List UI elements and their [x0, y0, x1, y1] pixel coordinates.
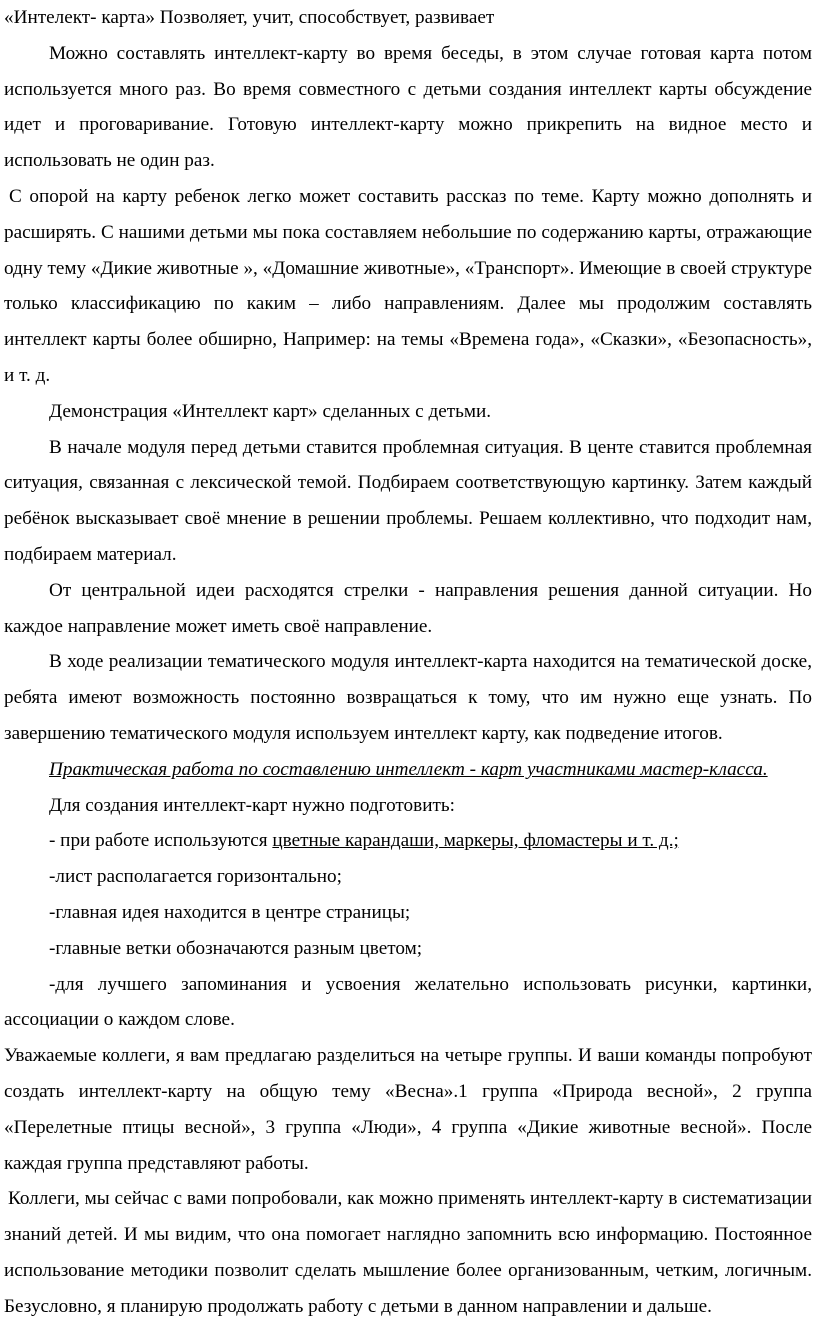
list-item-pictures: -для лучшего запоминания и усвоения желательно использовать рисунки, картинки, ассоциации о каждом слове.: [4, 973, 812, 1031]
paragraph-demonstration: Демонстрация «Интеллект карт» сделанных с детьми.: [49, 400, 492, 422]
paragraph-story: С опорой на карту ребенок легко может составить рассказ по теме. Карту можно дополнять и расширять. С нашими детьми мы пока составляем небольшие по содержанию карты, отражающие одну тему «Дикие животные », «Домашние животные», «Транспорт». Имеющие в своей структуре только классификацию по каким – либо направлениям. Далее мы продолжим составлять интеллект карты более обширно, Например: на темы «Времена года», «Сказки», «Безопасность», и т. д.: [4, 185, 812, 386]
document-page: [4, 0, 812, 1324]
practical-work-title: [4, 752, 812, 788]
paragraph-arrows: От центральной идеи расходятся стрелки - направления решения данной ситуации. Но каждое направление может иметь своё направление.: [4, 579, 812, 637]
list-item-main-idea: -главная идея находится в центре страницы;: [49, 901, 411, 923]
list-item-materials: [4, 823, 812, 859]
list-item-branches: -главные ветки обозначаются разным цветом;: [49, 937, 423, 959]
list-item-materials-prefix: - при работе используются: [49, 830, 273, 852]
paragraph-preparation: Для создания интеллект-карт нужно подготовить:: [49, 794, 455, 816]
paragraph-problem-situation: В начале модуля перед детьми ставится проблемная ситуация. В центе ставится проблемная ситуация, связанная с лексической темой. Подбираем соответствующую картинку. Затем каждый ребёнок высказывает своё мнение в решении проблемы. Решаем коллективно, что подходит нам, подбираем материал.: [4, 436, 812, 565]
paragraph-conclusion: Коллеги, мы сейчас с вами попробовали, как можно применять интеллект-карту в систематизации знаний детей. И мы видим, что она помогает наглядно запомнить всю информацию. Постоянное использование методики позволит сделать мышление более организованным, четким, логичным. Безусловно, я планирую продолжать работу с детьми в данном направлении и дальше.: [4, 1188, 812, 1317]
heading-line: «Интелект- карта» Позволяет, учит, способствует, развивает: [4, 7, 495, 28]
practical-work-title-text: Практическая работа по составлению интеллект - карт участниками мастер-класса.: [49, 758, 768, 780]
list-item-materials-underlined: цветные карандаши, маркеры, фломастеры и т. д.;: [272, 830, 679, 852]
paragraph-conversation: Можно составлять интеллект-карту во время беседы, в этом случае готовая карта потом используется много раз. Во время совместного с детьми создания интеллект карты обсуждение идет и проговаривание. Готовую интеллект-карту можно прикрепить на видное место и использовать не один раз.: [4, 42, 812, 172]
paragraph-groups: Уважаемые коллеги, я вам предлагаю разделиться на четыре группы. И ваши команды попробуют создать интеллект-карту на общую тему «Весна».1 группа «Природа весной», 2 группа «Перелетные птицы весной», 3 группа «Люди», 4 группа «Дикие животные весной». После каждая группа представляют работы.: [4, 1045, 812, 1174]
paragraph-module: В ходе реализации тематического модуля интеллект-карта находится на тематической доске, ребята имеют возможность постоянно возвращаться к тому, что им нужно еще узнать. По завершению тематического модуля используем интеллект карту, как подведение итогов.: [4, 651, 812, 744]
list-item-sheet: -лист располагается горизонтально;: [49, 866, 342, 888]
